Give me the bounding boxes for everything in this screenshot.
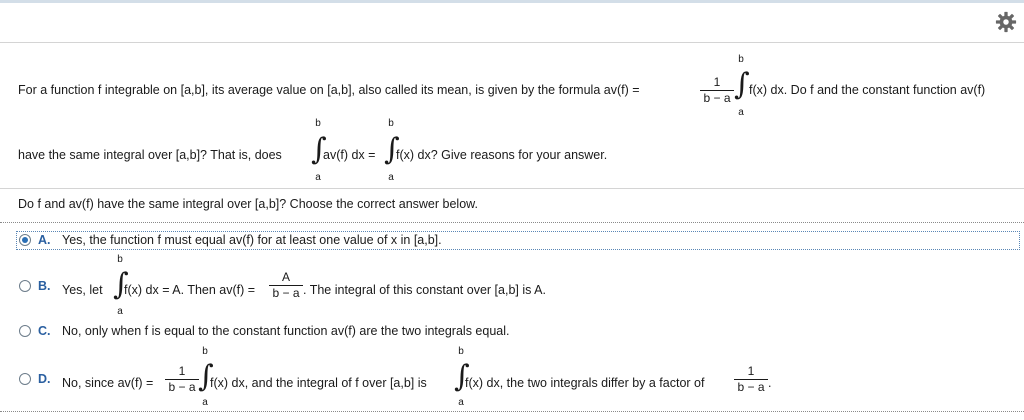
integral-upper-limit: b: [458, 346, 464, 357]
option-d-end: .: [768, 376, 772, 390]
option-c-letter: C.: [38, 324, 51, 338]
fraction-denominator: b − a: [168, 380, 196, 394]
fraction-numerator: 1: [178, 364, 186, 378]
fraction-numerator: A: [281, 270, 290, 284]
integral-lower-limit: a: [388, 172, 394, 183]
question-divider: [0, 188, 1024, 189]
question-line1-post: f(x) dx. Do f and the constant function av(f): [749, 83, 986, 97]
integral-lower-limit: a: [458, 397, 464, 408]
integral-sign: ∫: [113, 267, 129, 302]
integral-sign: ∫: [734, 67, 750, 102]
question-line2-pre: have the same integral over [a,b]? That is, does: [18, 148, 282, 162]
option-b-fraction: [269, 271, 303, 300]
options-bottom-border: [0, 411, 1024, 412]
option-c-text: No, only when f is equal to the constant function av(f) are the two integrals equal.: [62, 324, 510, 338]
option-d-letter: D.: [38, 372, 51, 386]
integral-sign: ∫: [454, 359, 470, 394]
option-d-fraction: [165, 365, 199, 394]
option-d-post: f(x) dx, the two integrals differ by a factor of: [465, 376, 705, 390]
radio-option-d[interactable]: [19, 373, 31, 385]
integral-lower-limit: a: [117, 306, 123, 317]
radio-option-b[interactable]: [19, 280, 31, 292]
integral-upper-limit: b: [738, 54, 744, 65]
fraction-numerator: 1: [713, 75, 721, 89]
integral-sign: ∫: [311, 132, 327, 167]
integral-lower-limit: a: [738, 107, 744, 118]
integral-sign: ∫: [384, 132, 400, 167]
gear-icon[interactable]: [995, 11, 1017, 33]
option-d-fraction-2: [734, 365, 768, 394]
integral-upper-limit: b: [315, 118, 321, 129]
options-top-border: [0, 222, 1024, 223]
fraction-denominator: b − a: [272, 286, 300, 300]
option-a-letter: A.: [38, 233, 51, 247]
integral-sign: ∫: [198, 359, 214, 394]
fraction-numerator: 1: [747, 364, 755, 378]
question-line2-int2: f(x) dx? Give reasons for your answer.: [396, 148, 608, 162]
option-b-letter: B.: [38, 279, 51, 293]
fraction-denominator: b − a: [703, 91, 731, 105]
question-fraction: [700, 76, 734, 105]
top-accent-bar: [0, 0, 1024, 3]
header-divider: [0, 42, 1024, 43]
option-d-pre: No, since av(f) =: [62, 376, 154, 390]
option-d-mid: f(x) dx, and the integral of f over [a,b] is: [210, 376, 427, 390]
radio-option-c[interactable]: [19, 325, 31, 337]
answer-prompt: Do f and av(f) have the same integral over [a,b]? Choose the correct answer below.: [18, 197, 478, 211]
option-b-post: . The integral of this constant over [a,b] is A.: [303, 283, 546, 297]
integral-upper-limit: b: [388, 118, 394, 129]
integral-upper-limit: b: [202, 346, 208, 357]
integral-upper-limit: b: [117, 254, 123, 265]
fraction-denominator: b − a: [737, 380, 765, 394]
option-b-mid: f(x) dx = A. Then av(f) =: [124, 283, 256, 297]
question-line1-pre: For a function f integrable on [a,b], its average value on [a,b], also called its mean, is given by the formula av(f) =: [18, 83, 640, 97]
option-b-pre: Yes, let: [62, 283, 103, 297]
question-line2-int1: av(f) dx =: [323, 148, 376, 162]
radio-option-a[interactable]: [19, 234, 31, 246]
integral-lower-limit: a: [315, 172, 321, 183]
integral-lower-limit: a: [202, 397, 208, 408]
option-a-text: Yes, the function f must equal av(f) for at least one value of x in [a,b].: [62, 233, 442, 247]
